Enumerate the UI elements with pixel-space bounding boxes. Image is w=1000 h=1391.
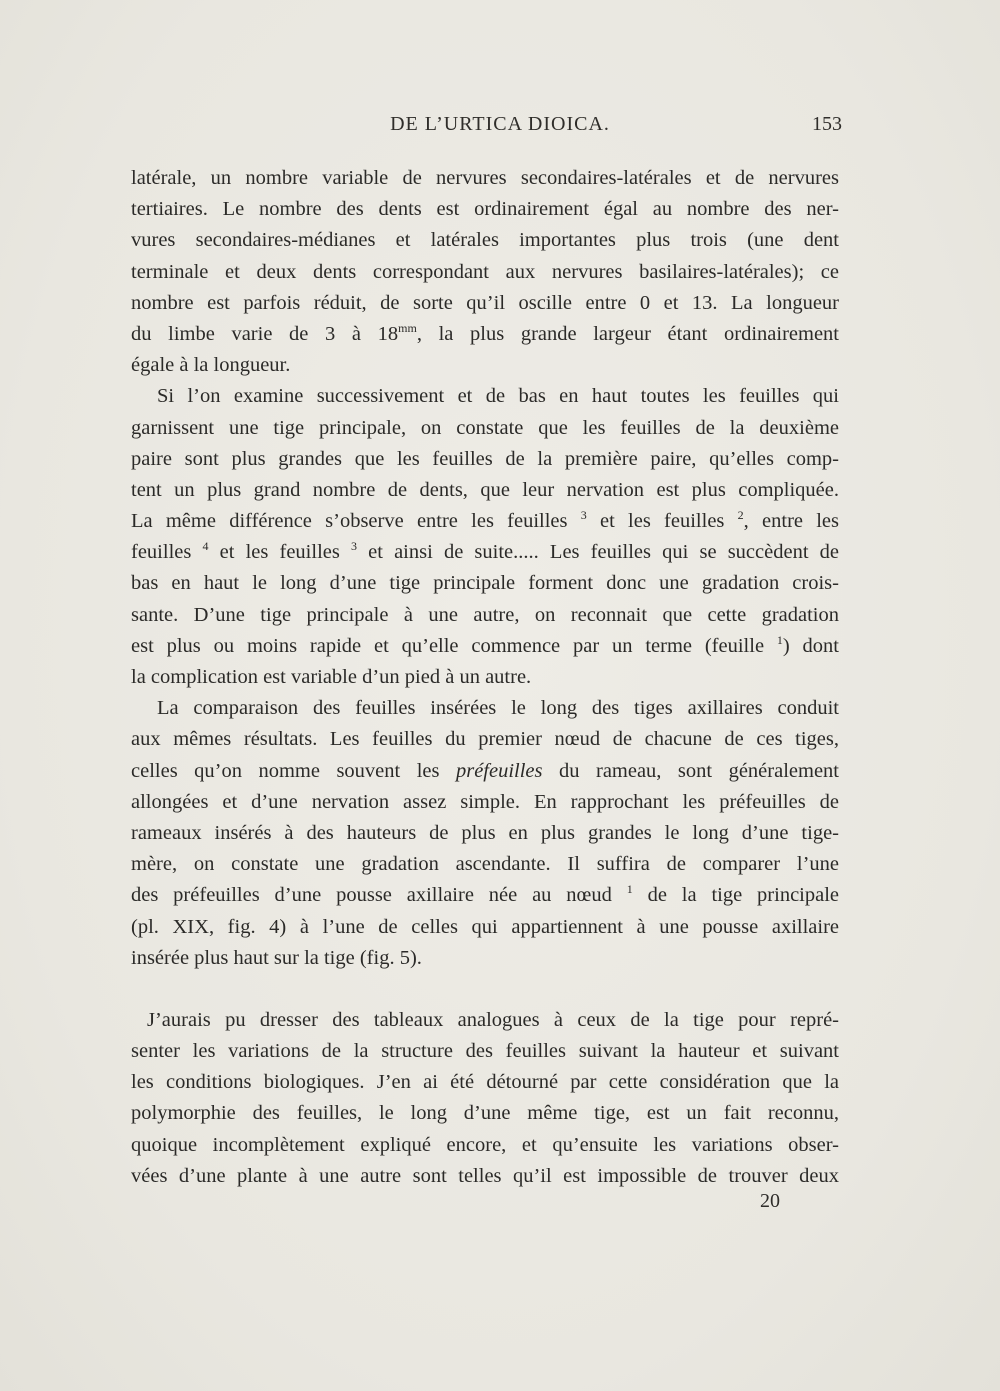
text-line: [131, 319, 839, 350]
text-line: insérée plus haut sur la tige (fig. 5).: [131, 946, 422, 969]
text-line: J’aurais pu dresser des tableaux analogues à ceux de la tige pour repré-: [147, 1008, 839, 1031]
section-gap: [131, 974, 839, 1005]
text-span: des préfeuilles d’une pousse axillaire née au nœud: [131, 884, 612, 907]
text-span: du limbe varie de 3 à 18: [131, 322, 399, 345]
text-line: tent un plus grand nombre de dents, que leur nervation est plus compliquée.: [131, 478, 839, 501]
page-number: 153: [812, 113, 842, 135]
running-title: DE L’URTICA DIOICA.: [390, 113, 610, 135]
superscript: 1: [626, 882, 633, 897]
text-line: égale à la longueur.: [131, 354, 291, 377]
text-span: , la plus grande largeur étant ordinairement: [416, 322, 839, 345]
superscript: 3: [351, 539, 357, 554]
text-span: feuilles: [131, 541, 192, 564]
text-line: La comparaison des feuilles insérées le long des tiges axillaires conduit: [157, 697, 839, 720]
superscript: mm: [398, 320, 417, 335]
text-line: garnissent une tige principale, on constate que les feuilles de la deuxième: [131, 416, 839, 439]
text-line: la complication est variable d’un pied à un autre.: [131, 666, 532, 688]
paragraph-2: [131, 381, 839, 693]
text-line: Si l’on examine successivement et de bas en haut toutes les feuilles qui: [157, 385, 839, 408]
text-span: celles qu’on nomme souvent les: [131, 759, 456, 782]
text-line: polymorphie des feuilles, le long d’une même tige, est un fait reconnu,: [131, 1102, 839, 1125]
superscript: 1: [776, 632, 783, 647]
body-text: [131, 163, 839, 1192]
paragraph-4: [131, 1005, 839, 1192]
text-line: [131, 537, 839, 568]
text-line: allongées et d’une nervation assez simple. En rapprochant les préfeuilles de: [131, 790, 839, 813]
text-line: latérale, un nombre variable de nervures secondaires-latérales et de nervures: [131, 167, 839, 189]
text-span: du rameau, sont généralement: [542, 759, 839, 782]
text-line: [131, 880, 839, 911]
text-line: [131, 756, 839, 787]
text-span: est plus ou moins rapide et qu’elle commence par un terme (feuille: [131, 634, 765, 657]
text-line: aux mêmes résultats. Les feuilles du premier nœud de chacune de ces tiges,: [131, 728, 839, 751]
text-line: quoique incomplètement expliqué encore, et qu’ensuite les variations obser-: [131, 1133, 839, 1156]
text-span: et ainsi de suite..... Les feuilles qui se succèdent de: [357, 541, 840, 564]
text-line: bas en haut le long d’une tige principale forment donc une gradation crois-: [131, 572, 839, 595]
text-line: tertiaires. Le nombre des dents est ordinairement égal au nombre des ner-: [131, 198, 839, 221]
text-line: paire sont plus grandes que les feuilles de la première paire, qu’elles comp-: [131, 447, 839, 470]
paragraph-3: [131, 693, 839, 974]
text-span: , entre les: [743, 510, 840, 533]
text-span: La même différence s’observe entre les feuilles: [131, 510, 568, 533]
text-line: rameaux insérés à des hauteurs de plus en plus grandes le long d’une tige-: [131, 821, 839, 844]
text-line: vures secondaires-médianes et latérales importantes plus trois (une dent: [131, 229, 839, 252]
text-line: terminale et deux dents correspondant aux nervures basilaires-latérales); ce: [131, 260, 839, 283]
superscript: 2: [737, 508, 744, 523]
text-line: mère, on constate une gradation ascendante. Il suffira de comparer l’une: [131, 853, 839, 876]
text-span: et les feuilles: [586, 510, 725, 533]
text-line: nombre est parfois réduit, de sorte qu’il oscille entre 0 et 13. La longueur: [131, 291, 839, 314]
superscript: 4: [202, 539, 209, 554]
text-span: et les feuilles: [208, 541, 340, 564]
text-span: de la tige principale: [632, 884, 840, 907]
superscript: 3: [580, 508, 587, 523]
text-line: (pl. XIX, fig. 4) à l’une de celles qui appartiennent à une pousse axillaire: [131, 915, 839, 938]
text-line: senter les variations de la structure des feuilles suivant la hauteur et suivant: [131, 1040, 839, 1063]
text-line: [131, 506, 839, 537]
text-line: les conditions biologiques. J’en ai été détourné par cette considération que la: [131, 1071, 839, 1094]
text-line: sante. D’une tige principale à une autre, on reconnait que cette gradation: [131, 603, 839, 626]
paragraph-1: [131, 163, 839, 381]
signature-mark: 20: [760, 1190, 780, 1212]
text-line: vées d’une plante à une autre sont telles qu’il est impossible de trouver deux: [131, 1164, 839, 1187]
text-line: [131, 631, 839, 662]
text-span: ) dont: [782, 634, 840, 657]
italic-term: préfeuilles: [455, 759, 543, 782]
